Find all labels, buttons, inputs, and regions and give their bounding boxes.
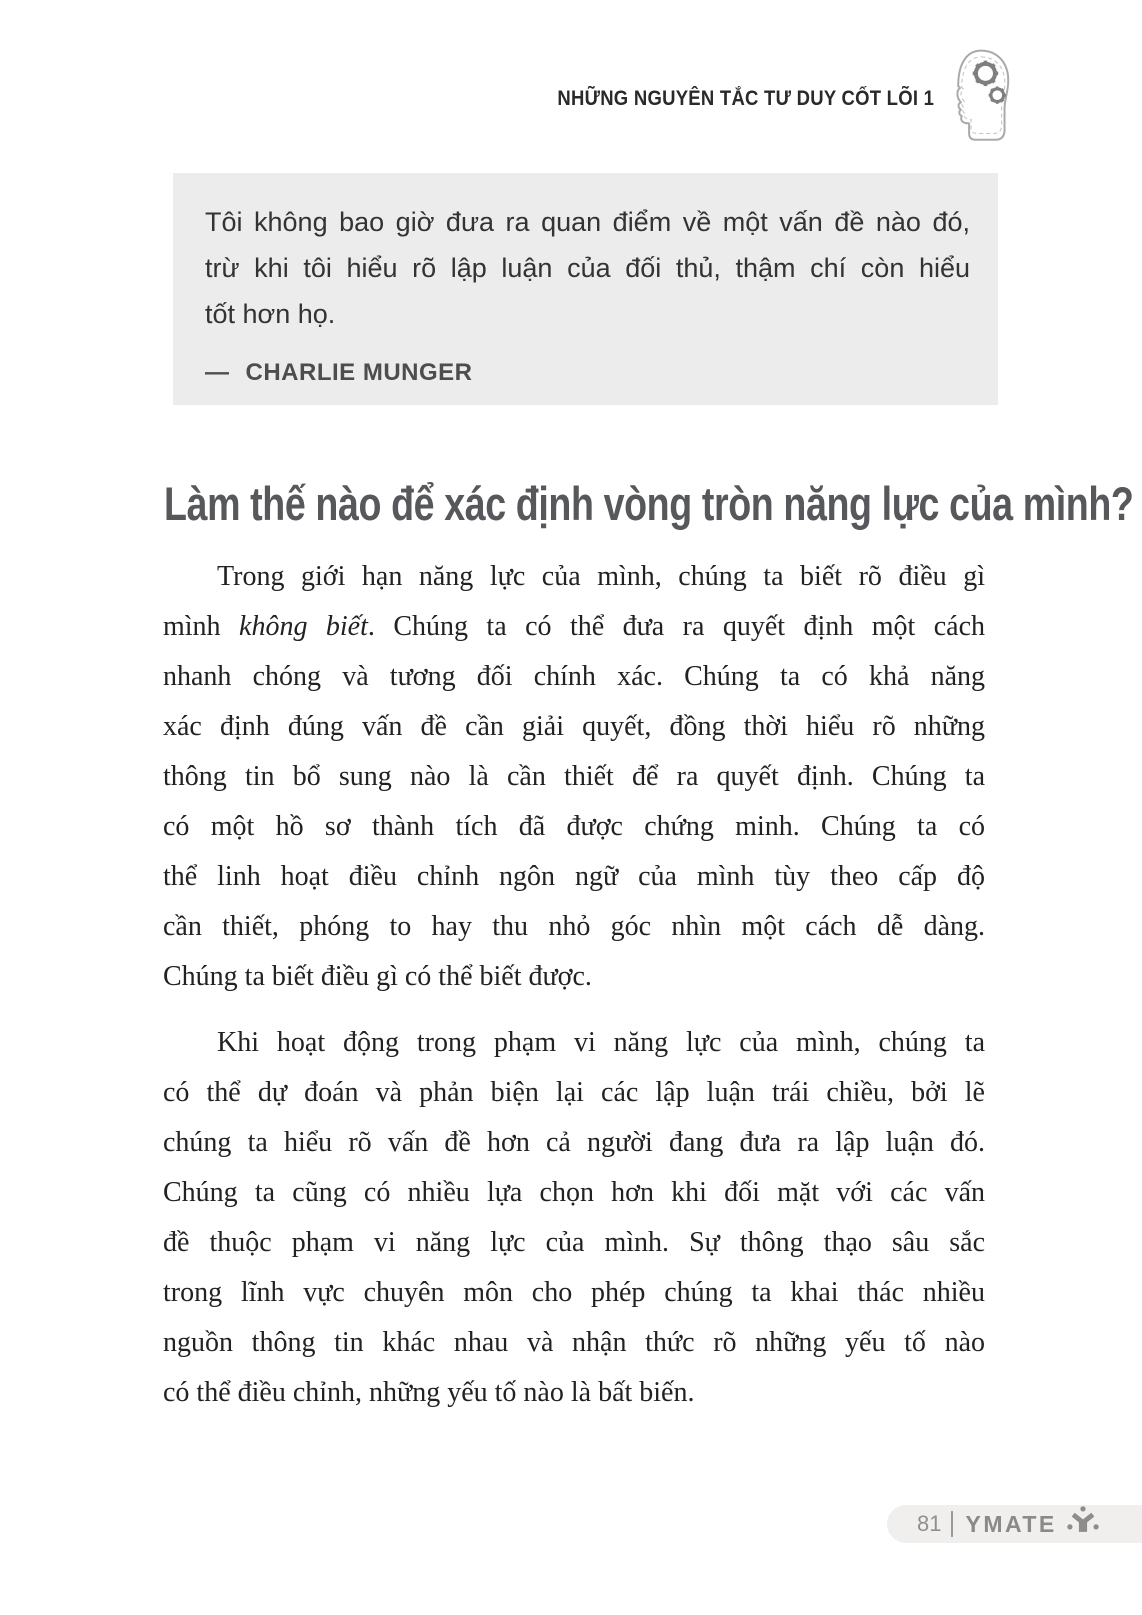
quote-attribution <box>205 359 970 387</box>
ymate-logo-icon <box>1065 1504 1101 1545</box>
text-line: nhanh chóng và tương đối chính xác. Chúng ta có khả năng <box>163 661 985 692</box>
text-line: trong lĩnh vực chuyên môn cho phép chúng ta khai thác nhiều <box>163 1277 985 1308</box>
running-head-title: NHỮNG NGUYÊN TẮC TƯ DUY CỐT LÕI 1 <box>557 87 934 110</box>
text-line: có một hồ sơ thành tích đã được chứng minh. Chúng ta có <box>163 811 985 842</box>
text-line: Chúng ta cũng có nhiều lựa chọn hơn khi đối mặt với các vấn <box>163 1177 985 1208</box>
quote-text <box>205 199 970 337</box>
text-line: tốt hơn họ. <box>205 299 336 329</box>
text-line: thông tin bổ sung nào là cần thiết để ra quyết định. Chúng ta <box>163 761 985 792</box>
text-line: trừ khi tôi hiểu rõ lập luận của đối thủ, thậm chí còn hiểu <box>205 253 970 283</box>
head-with-gears-icon <box>948 47 1012 152</box>
text-line: Khi hoạt động trong phạm vi năng lực của mình, chúng ta <box>217 1027 985 1058</box>
quote-box <box>173 173 998 405</box>
text-line: cần thiết, phóng to hay thu nhỏ góc nhìn một cách dễ dàng. <box>163 911 985 942</box>
text-line: thể linh hoạt điều chỉnh ngôn ngữ của mình tùy theo cấp độ <box>163 861 985 892</box>
text-line: Tôi không bao giờ đưa ra quan điểm về một vấn đề nào đó, <box>205 207 970 237</box>
text-line: Chúng ta biết điều gì có thể biết được. <box>163 961 592 992</box>
brand-name: YMATE <box>965 1510 1057 1537</box>
text-line: có thể dự đoán và phản biện lại các lập luận trái chiều, bởi lẽ <box>163 1077 985 1108</box>
paragraph <box>163 1018 985 1418</box>
page-footer <box>887 1505 1142 1543</box>
text-line: chúng ta hiểu rõ vấn đề hơn cả người đang đưa ra lập luận đó. <box>163 1127 985 1158</box>
attribution-name: CHARLIE MUNGER <box>245 359 473 386</box>
text-line: đề thuộc phạm vi năng lực của mình. Sự thông thạo sâu sắc <box>163 1227 985 1258</box>
text-line: xác định đúng vấn đề cần giải quyết, đồng thời hiểu rõ những <box>163 711 985 742</box>
section-heading: Làm thế nào để xác định vòng tròn năng lực của mình? <box>164 477 1134 530</box>
text-line: có thể điều chỉnh, những yếu tố nào là bất biến. <box>163 1377 695 1408</box>
paragraph <box>163 552 985 1002</box>
text-line: nguồn thông tin khác nhau và nhận thức rõ những yếu tố nào <box>163 1327 985 1358</box>
body-text <box>163 552 985 1418</box>
footer-divider <box>951 1511 953 1537</box>
text-line: Trong giới hạn năng lực của mình, chúng ta biết rõ điều gì <box>217 561 985 592</box>
text-line: mình không biết. Chúng ta có thể đưa ra quyết định một cách <box>163 611 986 642</box>
page-number: 81 <box>917 1511 942 1536</box>
attribution-dash: — <box>205 359 230 386</box>
page-header <box>165 48 1012 150</box>
